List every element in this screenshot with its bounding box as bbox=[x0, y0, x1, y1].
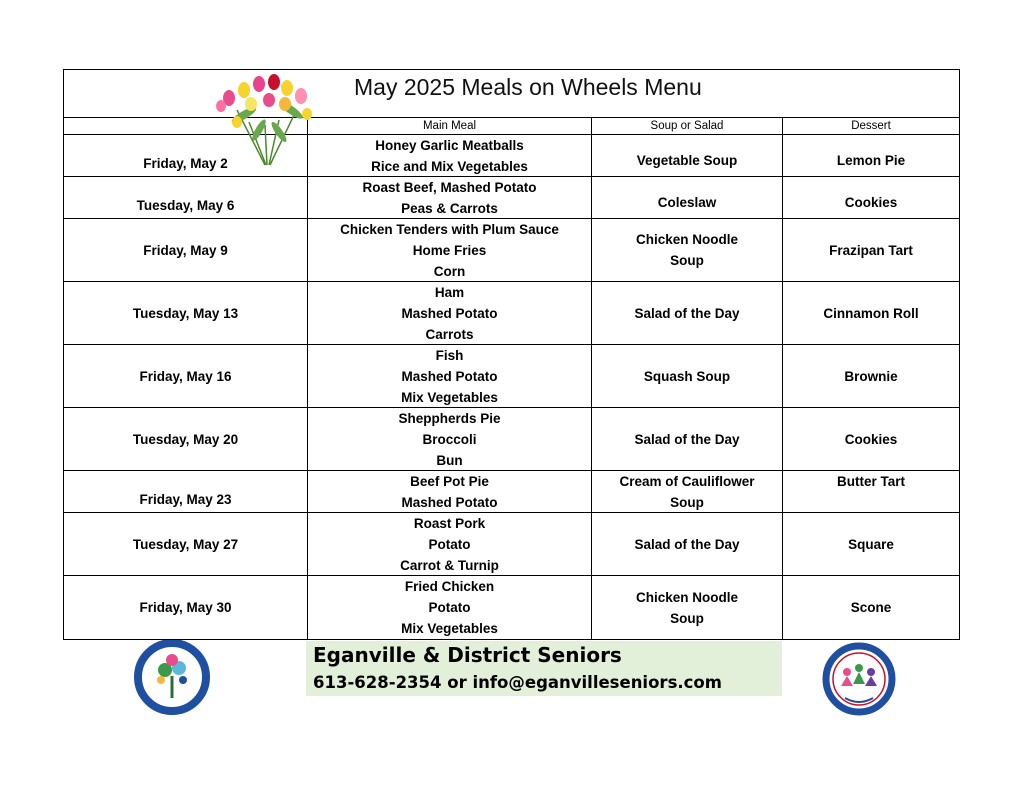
soup-salad-item: Salad of the Day bbox=[634, 305, 740, 321]
menu-grid bbox=[64, 118, 959, 639]
soup-salad-item: Salad of the Day bbox=[634, 431, 740, 447]
page-title: May 2025 Meals on Wheels Menu bbox=[354, 74, 702, 100]
soup-salad-cell bbox=[592, 177, 783, 219]
dessert-item: Cookies bbox=[844, 431, 898, 447]
main-meal-item: Beef Pot Pie bbox=[410, 474, 489, 489]
day-label: Tuesday, May 6 bbox=[136, 198, 235, 213]
dessert-item: Brownie bbox=[844, 368, 898, 384]
title-row bbox=[64, 70, 959, 118]
main-meal-item: Ham bbox=[434, 285, 465, 300]
main-meal-item: Fried Chicken bbox=[404, 579, 495, 594]
soup-salad-cell bbox=[592, 345, 783, 408]
main-meal-item: Fish bbox=[435, 348, 464, 363]
org-name: Eganville & District Seniors bbox=[313, 643, 622, 667]
main-meal-item: Honey Garlic Meatballs bbox=[375, 138, 524, 153]
day-cell bbox=[64, 177, 308, 219]
day-cell bbox=[64, 408, 308, 471]
day-label: Tuesday, May 20 bbox=[132, 431, 239, 447]
soup-salad-cell bbox=[592, 219, 783, 282]
flower-bouquet-icon bbox=[209, 70, 329, 166]
main-meal-item: Sheppherds Pie bbox=[398, 411, 501, 426]
dessert-cell bbox=[783, 576, 959, 639]
day-label: Tuesday, May 13 bbox=[132, 305, 239, 321]
main-meal-item: Mix Vegetables bbox=[401, 390, 498, 405]
header-main-meal: Main Meal bbox=[308, 118, 592, 135]
main-meal-item: Mashed Potato bbox=[401, 495, 498, 510]
soup-salad-item: Cream of Cauliflower bbox=[619, 474, 755, 489]
soup-salad-cell bbox=[592, 576, 783, 639]
dessert-item: Scone bbox=[850, 600, 892, 615]
main-meal-item: Mashed Potato bbox=[401, 369, 498, 384]
soup-salad-cell bbox=[592, 135, 783, 177]
soup-salad-item: Soup bbox=[670, 610, 704, 626]
soup-salad-cell bbox=[592, 513, 783, 576]
main-meal-cell bbox=[308, 345, 592, 408]
main-meal-cell bbox=[308, 177, 592, 219]
day-label: Friday, May 2 bbox=[143, 156, 228, 171]
soup-salad-cell bbox=[592, 282, 783, 345]
dessert-item: Cinnamon Roll bbox=[823, 305, 919, 321]
dessert-cell bbox=[783, 471, 959, 513]
soup-salad-item: Salad of the Day bbox=[634, 536, 740, 552]
header-dessert: Dessert bbox=[783, 118, 959, 135]
day-label: Friday, May 16 bbox=[139, 368, 232, 384]
soup-salad-item: Coleslaw bbox=[657, 195, 717, 210]
dessert-cell bbox=[783, 219, 959, 282]
day-label: Friday, May 23 bbox=[139, 492, 232, 507]
main-meal-cell bbox=[308, 471, 592, 513]
main-meal-item: Mashed Potato bbox=[401, 306, 498, 321]
day-label: Tuesday, May 27 bbox=[132, 536, 239, 552]
day-cell bbox=[64, 219, 308, 282]
main-meal-item: Corn bbox=[433, 264, 466, 279]
soup-salad-item: Chicken Noodle bbox=[635, 232, 738, 247]
soup-salad-cell bbox=[592, 408, 783, 471]
soup-salad-item: Soup bbox=[670, 495, 704, 510]
day-cell bbox=[64, 471, 308, 513]
main-meal-cell bbox=[308, 513, 592, 576]
main-meal-item: Roast Beef, Mashed Potato bbox=[362, 180, 537, 195]
dessert-cell bbox=[783, 408, 959, 471]
main-meal-item: Broccoli bbox=[422, 432, 477, 447]
echo-centre-logo bbox=[815, 642, 903, 716]
dessert-cell bbox=[783, 513, 959, 576]
main-meal-item: Chicken Tenders with Plum Sauce bbox=[340, 222, 559, 237]
main-meal-item: Mix Vegetables bbox=[401, 621, 498, 636]
day-cell bbox=[64, 282, 308, 345]
main-meal-cell bbox=[308, 219, 592, 282]
eganville-seniors-logo bbox=[127, 640, 217, 715]
main-meal-cell bbox=[308, 408, 592, 471]
dessert-cell bbox=[783, 135, 959, 177]
main-meal-item: Potato bbox=[428, 600, 471, 615]
org-contact: 613-628-2354 or info@eganvilleseniors.com bbox=[313, 673, 722, 692]
soup-salad-item: Squash Soup bbox=[643, 368, 731, 384]
main-meal-cell bbox=[308, 135, 592, 177]
main-meal-item: Peas & Carrots bbox=[401, 201, 498, 216]
dessert-item: Cookies bbox=[844, 195, 898, 210]
dessert-cell bbox=[783, 345, 959, 408]
header-soup-or-salad: Soup or Salad bbox=[592, 118, 783, 135]
dessert-item: Frazipan Tart bbox=[829, 242, 913, 258]
main-meal-item: Rice and Mix Vegetables bbox=[371, 159, 528, 174]
main-meal-item: Bun bbox=[436, 453, 463, 468]
footer-contact-box bbox=[306, 641, 782, 696]
day-cell bbox=[64, 513, 308, 576]
dessert-item: Lemon Pie bbox=[836, 153, 906, 168]
main-meal-item: Carrot & Turnip bbox=[400, 558, 499, 573]
dessert-item: Butter Tart bbox=[836, 474, 905, 489]
main-meal-item: Roast Pork bbox=[413, 516, 486, 531]
day-cell bbox=[64, 345, 308, 408]
main-meal-item: Home Fries bbox=[412, 243, 487, 258]
main-meal-item: Carrots bbox=[425, 327, 474, 342]
main-meal-cell bbox=[308, 576, 592, 639]
day-label: Friday, May 9 bbox=[143, 242, 228, 258]
dessert-item: Square bbox=[848, 536, 894, 552]
main-meal-cell bbox=[308, 282, 592, 345]
soup-salad-item: Soup bbox=[670, 253, 704, 268]
dessert-cell bbox=[783, 282, 959, 345]
day-label: Friday, May 30 bbox=[139, 600, 232, 615]
day-cell bbox=[64, 576, 308, 639]
soup-salad-item: Vegetable Soup bbox=[636, 153, 738, 168]
main-meal-item: Potato bbox=[428, 537, 471, 552]
soup-salad-cell bbox=[592, 471, 783, 513]
dessert-cell bbox=[783, 177, 959, 219]
soup-salad-item: Chicken Noodle bbox=[635, 589, 738, 605]
menu-table bbox=[63, 69, 960, 640]
